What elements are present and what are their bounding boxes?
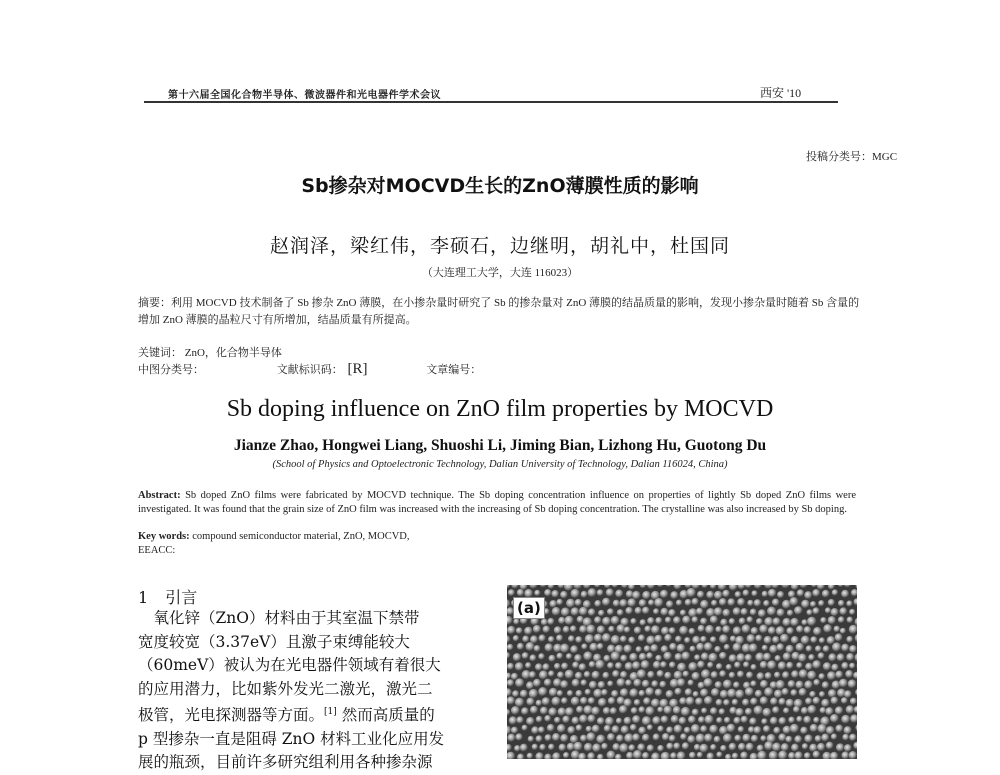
- abstract-cn: 摘要：利用 MOCVD 技术制备了 Sb 掺杂 ZnO 薄膜，在小掺杂量时研究了 Sb 的掺杂量对 ZnO 薄膜的结晶质量的影响，发现小掺杂量时随着 Sb 含量的增加 ZnO 薄膜的晶粒尺寸有所增加，结晶质量有所提高。: [138, 295, 862, 329]
- body-line: 氧化锌（ZnO）材料由于其室温下禁带: [138, 607, 484, 631]
- affiliation-en: (School of Physics and Optoelectronic Technology, Dalian University of Technology, Dalian 116024, China): [0, 459, 1000, 470]
- class-code: 投稿分类号：MGC: [806, 148, 897, 164]
- keywords-en: [138, 531, 410, 542]
- abstract-en-text: Sb doped ZnO films were fabricated by MOCVD technique. The Sb doping concentration influence on properties of lightly Sb doped ZnO films were investigated. It was found that the grain size of ZnO film was increased with the increasing of Sb doping concentration. The crystalline was also increased by Sb doping.: [138, 490, 856, 515]
- section-heading: [138, 585, 197, 608]
- authors-cn: 赵润泽，梁红伟，李硕石，边继明，胡礼中，杜国同: [0, 231, 1000, 258]
- section-body: [138, 607, 484, 775]
- classification-row: [138, 361, 481, 378]
- abstract-en-label: Abstract:: [138, 490, 181, 501]
- cls-label: 中图分类号：: [138, 361, 274, 377]
- sem-figure: [507, 585, 857, 759]
- body-line: 展的瓶颈，目前许多研究组利用各种掺杂源: [138, 751, 484, 775]
- citation: [1]: [324, 707, 337, 717]
- body-line: [138, 701, 484, 728]
- eeacc: EEACC:: [138, 545, 175, 556]
- keywords-en-label: Key words:: [138, 531, 190, 542]
- body-line: 的应用潜力，比如紫外发光二激光，激光二: [138, 678, 484, 702]
- figure-label: (a): [513, 597, 545, 619]
- header-location-year: 西安 '10: [760, 84, 801, 101]
- abstract-en: [138, 489, 856, 516]
- doc-value: [R]: [348, 361, 424, 378]
- keywords-cn: 关键词： ZnO，化合物半导体: [138, 344, 282, 360]
- header-rule: [144, 101, 838, 103]
- body-line-text: 极管，光电探测器等方面。: [138, 706, 324, 724]
- authors-en: Jianze Zhao, Hongwei Liang, Shuoshi Li, Jiming Bian, Lizhong Hu, Guotong Du: [0, 437, 1000, 455]
- title-en: Sb doping influence on ZnO film properties by MOCVD: [0, 396, 1000, 423]
- doc-label: 文献标识码：: [277, 361, 343, 377]
- article-label: 文章编号：: [426, 361, 481, 377]
- body-line-tail: 然而高质量的: [342, 706, 435, 724]
- body-line: 宽度较宽（3.37eV）且激子束缚能较大: [138, 631, 484, 655]
- header-conference: 第十六届全国化合物半导体、微波器件和光电器件学术会议: [168, 86, 441, 101]
- section-number: 1: [138, 588, 148, 607]
- body-line: （60meV）被认为在光电器件领域有着很大: [138, 654, 484, 678]
- affiliation-cn: （大连理工大学，大连 116023）: [0, 264, 1000, 280]
- body-line: p 型掺杂一直是阻碍 ZnO 材料工业化应用发: [138, 728, 484, 752]
- title-cn: Sb掺杂对MOCVD生长的ZnO薄膜性质的影响: [0, 171, 1000, 198]
- keywords-en-text: compound semiconductor material, ZnO, MOCVD,: [192, 531, 409, 542]
- section-title: 引言: [165, 588, 197, 607]
- sem-image: [507, 585, 857, 759]
